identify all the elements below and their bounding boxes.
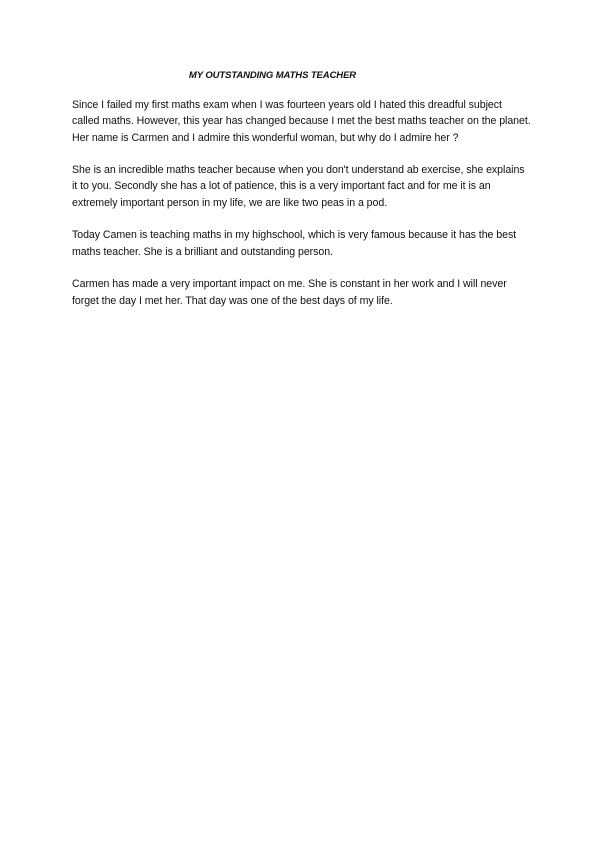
document-title: MY OUTSTANDING MATHS TEACHER [188, 70, 357, 81]
paragraph-3: Today Camen is teaching maths in my highschool, which is very famous because it has the best maths teacher. She is a brilliant and outstanding person. [72, 229, 517, 258]
document-body [72, 97, 532, 325]
paragraph-2: She is an incredible maths teacher because when you don't understand ab exercise, she explains it to you. Secondly she has a lot of patience, this is a very important fact and for me it is an extremely important person in my life, we are like two peas in a pod. [72, 164, 525, 209]
paragraph-4: Carmen has made a very important impact on me. She is constant in her work and I will never forget the day I met her. That day was one of the best days of my life. [72, 278, 507, 307]
paragraph-1: Since I failed my first maths exam when I was fourteen years old I hated this dreadful subject called maths. However, this year has changed because I met the best maths teacher on the planet. Her name is Carmen and I admire this wonderful woman, but why do I admire her ? [72, 99, 531, 144]
